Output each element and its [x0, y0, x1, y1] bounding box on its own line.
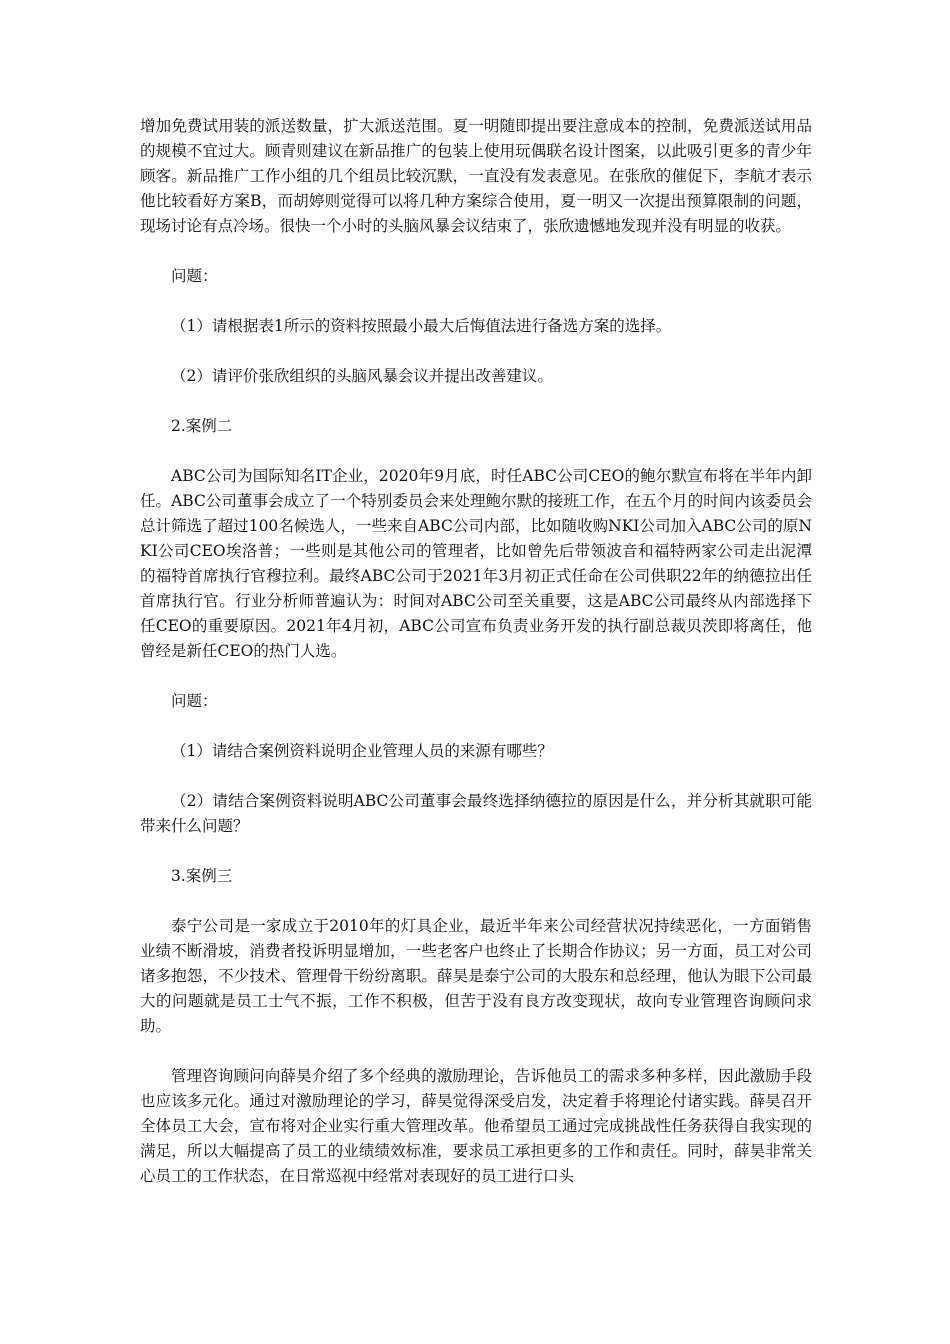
case2-heading: 2.案例二	[171, 417, 233, 435]
case1-questions-label: 问题：	[171, 267, 218, 285]
document-page	[140, 114, 812, 1189]
case3-heading: 3.案例三	[171, 867, 233, 885]
case2-question-1: （1）请结合案例资料说明企业管理人员的来源有哪些？	[171, 742, 553, 760]
case1-paragraph-end: 增加免费试用装的派送数量，扩大派送范围。夏一明随即提出要注意成本的控制，免费派送试用品的规模不宜过大。顾青则建议在新品推广的包装上使用玩偶联名设计图案，以此吸引更多的青少年顾客。新品推广工作小组的几个组员比较沉默，一直没有发表意见。在张欣的催促下，李航才表示他比较看好方案B，而胡婷则觉得可以将几种方案综合使用，夏一明又一次提出预算限制的问题，现场讨论有点冷场。很快一个小时的头脑风暴会议结束了，张欣遗憾地发现并没有明显的收获。	[140, 117, 812, 235]
case2-question-2: （2）请结合案例资料说明ABC公司董事会最终选择纳德拉的原因是什么，并分析其就职可能带来什么问题？	[140, 792, 812, 835]
case2-paragraph: ABC公司为国际知名IT企业，2020年9月底，时任ABC公司CEO的鲍尔默宣布将在半年内卸任。ABC公司董事会成立了一个特别委员会来处理鲍尔默的接班工作，在五个月的时间内该委员会总计筛选了超过100名候选人，一些来自ABC公司内部，比如随收购NKI公司加入ABC公司的原NKI公司CEO埃洛普；一些则是其他公司的管理者，比如曾先后带领波音和福特两家公司走出泥潭的福特首席执行官穆拉利。最终ABC公司于2021年3月初正式任命在公司供职22年的纳德拉出任首席执行官。行业分析师普遍认为：时间对ABC公司至关重要，这是ABC公司最终从内部选择下任CEO的重要原因。2021年4月初，ABC公司宣布负责业务开发的执行副总裁贝茨即将离任，他曾经是新任CEO的热门人选。	[140, 467, 812, 660]
case3-paragraph-1: 泰宁公司是一家成立于2010年的灯具企业，最近半年来公司经营状况持续恶化，一方面销售业绩不断滑坡，消费者投诉明显增加，一些老客户也终止了长期合作协议；另一方面，员工对公司诸多抱怨，不少技术、管理骨干纷纷离职。薛昊是泰宁公司的大股东和总经理，他认为眼下公司最大的问题就是员工士气不振，工作不积极，但苦于没有良方改变现状，故向专业管理咨询顾问求助。	[140, 917, 812, 1035]
case2-questions-label: 问题：	[171, 692, 218, 710]
case1-question-1: （1）请根据表1所示的资料按照最小最大后悔值法进行备选方案的选择。	[171, 317, 672, 335]
case1-question-2: （2）请评价张欣组织的头脑风暴会议并提出改善建议。	[171, 367, 553, 385]
case3-paragraph-2: 管理咨询顾问向薛昊介绍了多个经典的激励理论，告诉他员工的需求多种多样，因此激励手段也应该多元化。通过对激励理论的学习，薛昊觉得深受启发，决定着手将理论付诸实践。薛昊召开全体员工大会，宣布将对企业实行重大管理改革。他希望员工通过完成挑战性任务获得自我实现的满足，所以大幅提高了员工的业绩绩效标准，要求员工承担更多的工作和责任。同时，薛昊非常关心员工的工作状态，在日常巡视中经常对表现好的员工进行口头	[140, 1067, 812, 1185]
